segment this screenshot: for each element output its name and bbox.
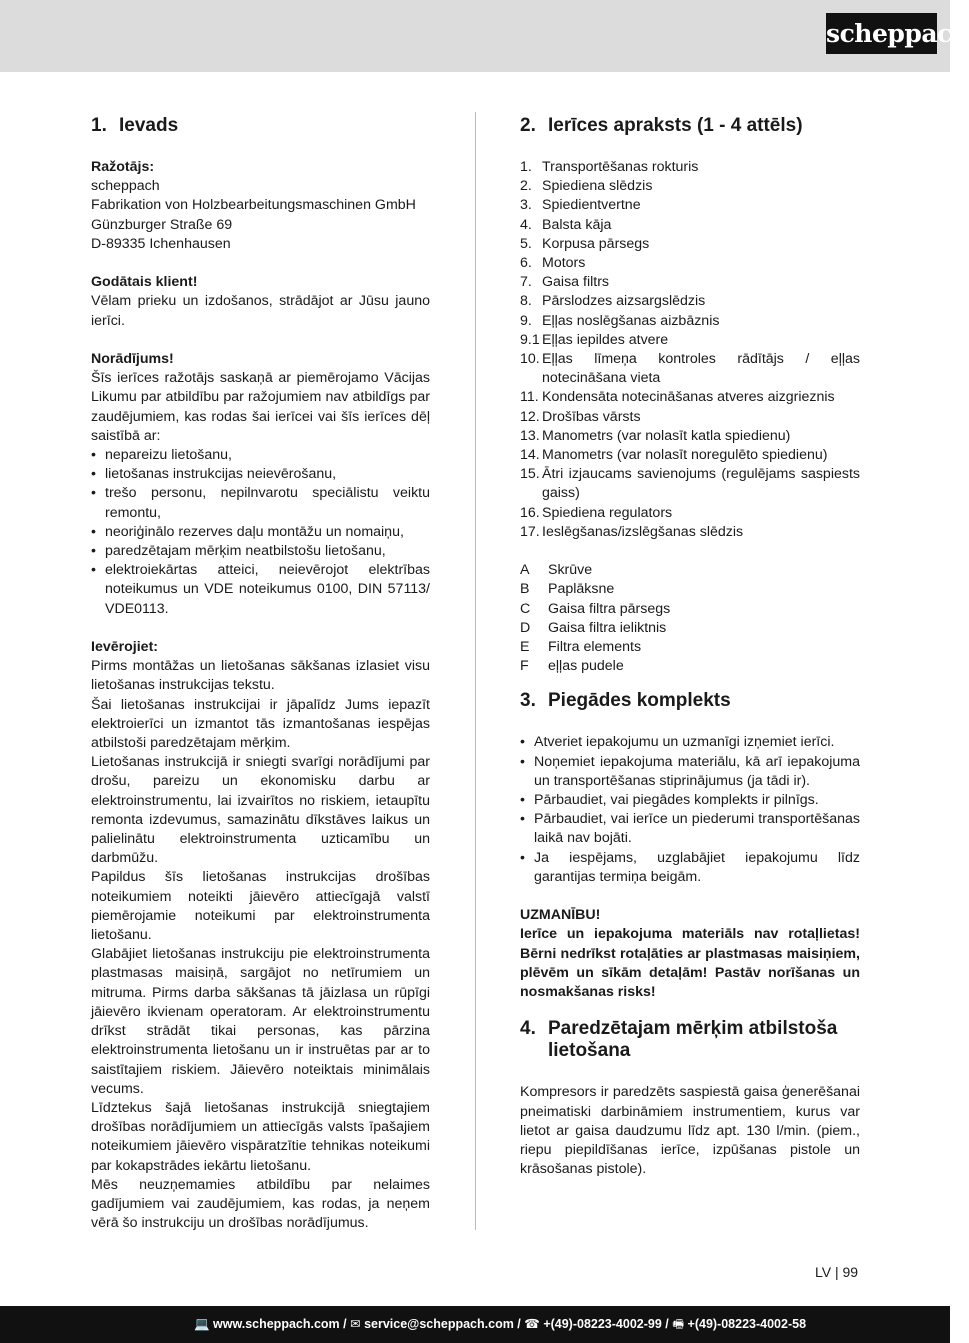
list-item: E Filtra elements xyxy=(520,639,642,656)
fax-icon: 🖷 xyxy=(672,1317,685,1331)
right-column xyxy=(520,115,860,1179)
list-item: 13. Manometrs (var nolasīt katla spiedienu) xyxy=(520,427,791,444)
left-column xyxy=(91,115,430,1233)
manufacturer-line: Fabrikation von Holzbearbeitungsmaschinen GmbH xyxy=(91,197,416,214)
observe-paragraph: Papildus šīs lietošanas instrukcijas drošības noteikumiem noteikti jāievēro attiecīgajā valstī piemērojamie noteikumi par elektroinstrumenta lietošanu. xyxy=(91,869,430,944)
dear-customer-label: Godātais klient! xyxy=(91,274,198,291)
observe-label: Ievērojiet: xyxy=(91,639,159,656)
list-item: • Noņemiet iepakojuma materiālu, kā arī iepakojuma un transportēšanas stiprinājumus (ja tādi ir). xyxy=(520,753,860,791)
column-divider xyxy=(475,112,476,1230)
list-item: 9. Eļļas noslēgšanas aizbāznis xyxy=(520,312,720,329)
list-item: • nepareizu lietošanu, xyxy=(91,446,430,465)
manufacturer-line: Günzburger Straße 69 xyxy=(91,216,233,233)
section-3-heading: 3. Piegādes komplekts xyxy=(520,690,731,712)
list-item: 14. Manometrs (var nolasīt noregulēto spiedienu) xyxy=(520,447,828,464)
list-item: • Pārbaudiet, vai piegādes komplekts ir pilnīgs. xyxy=(520,791,860,810)
footer-bar: 💻 www.scheppach.com / ✉ service@scheppach.com / ☎ +(49)-08223-4002-99 / 🖷 +(49)-08223-4002-58 xyxy=(0,1306,950,1343)
list-item: 10. Eļļas līmeņa kontroles rādītājs / eļļas notecināšana vieta xyxy=(520,351,860,387)
warning-text: Ierīce un iepakojuma materiāls nav rotaļlietas! Bērni nedrīkst rotaļāties ar plastmasas maisiņiem, plēvēm un sīkām detaļām! Pastāv norīšanas un nosmakšanas risks! xyxy=(520,926,860,1001)
footer-phone: +(49)-08223-4002-99 xyxy=(543,1317,662,1331)
list-item: 16. Spiediena regulators xyxy=(520,504,673,521)
note-label: Norādījums! xyxy=(91,351,174,367)
list-item: • Ja iespējams, uzglabājiet iepakojumu līdz garantijas termiņa beigām. xyxy=(520,849,860,887)
manufacturer-line: D-89335 Ichenhausen xyxy=(91,235,231,252)
section-1-heading: 1. Ievads xyxy=(91,115,179,136)
list-item: D Gaisa filtra ieliktnis xyxy=(520,619,667,636)
observe-paragraph: Šai lietošanas instrukcijai ir jāpalīdz Jums iepazīt elektroierīci un izmantot tās izmantošanas iespējas atbilstoši paredzētajam mērķim. xyxy=(91,696,430,752)
list-item: F eļļas pudele xyxy=(520,658,624,675)
list-item: • Atveriet iepakojumu un uzmanīgi izņemiet ierīci. xyxy=(520,733,860,752)
observe-paragraph: Pirms montāžas un lietošanas sākšanas izlasiet visu lietošanas instrukcijas tekstu. xyxy=(91,658,430,694)
list-item: • trešo personu, nepilnvarotu speciālistu veiktu remontu, xyxy=(91,484,430,522)
note-text: Šīs ierīces ražotājs saskaņā ar piemērojamo Vācijas Likumu par atbildību par ražojumiem nav atbildīgs par zaudējumiem, kas rodas šai ierīcei vai šīs ierīces dēļ saistībā ar: xyxy=(91,370,430,444)
list-item: A Skrūve xyxy=(520,562,593,579)
list-item: • Pārbaudiet, vai ierīce un piederumi transportēšanas laikā nav bojāti. xyxy=(520,810,860,848)
list-item: 6. Motors xyxy=(520,255,586,272)
email-icon: ✉ xyxy=(350,1317,361,1331)
dear-customer-text: Vēlam prieku un izdošanos, strādājot ar Jūsu jauno ierīci. xyxy=(91,293,430,329)
list-item: 15. Ātri izjaucams savienojums (regulējams saspiests gaiss) xyxy=(520,466,860,502)
delivery-bullet-list xyxy=(520,733,860,887)
intended-use-text: Kompresors ir paredzēts saspiestā gaisa ģenerēšanai pneimatiski darbināmiem instrumentiem, kurus var lietot ar gaisa daudzumu līdz apt. 130 l/min. (piem., riepu piepildīšanas ierīce, izpūšanas pistole un krāsošanas pistole). xyxy=(520,1084,860,1178)
list-item: 9.1 Eļļas iepildes atvere xyxy=(520,331,669,348)
list-item: 4. Balsta kāja xyxy=(520,216,612,233)
page-number: LV | 99 xyxy=(815,1264,859,1280)
list-item: B Paplāksne xyxy=(520,581,615,598)
computer-icon: 💻 xyxy=(193,1317,210,1331)
note-bullet-list xyxy=(91,446,430,619)
list-item: 5. Korpusa pārsegs xyxy=(520,235,650,252)
observe-paragraph: Glabājiet lietošanas instrukciju pie elektroinstrumenta plastmasas maisiņā, sargājot no netīrumiem un mitruma. Pirms darba sākšanas tā jāizlasa un rūpīgi jāievēro ikvienam operatoram. Ar elektroinstrumentu drīkst strādāt tikai personas, kas pārzina elektroinstrumenta lietošanu un ir instruētas par ar to saistītajiem riskiem. Jāievēro noteiktais minimālais vecums. xyxy=(91,946,430,1097)
list-item: 12. Drošības vārsts xyxy=(520,408,641,425)
list-item: 3. Spiedientvertne xyxy=(520,197,641,214)
footer-email[interactable]: service@scheppach.com xyxy=(364,1317,514,1331)
list-item: 11. Kondensāta notecināšanas atveres aizgrieznis xyxy=(520,389,835,406)
list-item: 17. Ieslēgšanas/izslēgšanas slēdzis xyxy=(520,523,744,540)
list-item: 2. Spiediena slēdzis xyxy=(520,178,653,195)
warning-label: UZMANĪBU! xyxy=(520,907,601,924)
accessory-list xyxy=(520,561,860,676)
observe-paragraph: Līdztekus šajā lietošanas instrukcijā sniegtajiem drošības norādījumiem un attiecīgās valsts īpašajiem noteikumiem jāievēro vispāratzītie tehnikas noteikumi par kokapstrādes iekārtu lietošanu. xyxy=(91,1099,430,1174)
section-4-heading: 4. Paredzētajam mērķim atbilstoša lietošana xyxy=(520,1018,838,1062)
footer-fax: +(49)-08223-4002-58 xyxy=(687,1317,807,1331)
manufacturer-line: scheppach xyxy=(91,178,160,195)
footer-website[interactable]: www.scheppach.com xyxy=(213,1317,340,1331)
phone-icon: ☎ xyxy=(524,1317,540,1331)
list-item: 1. Transportēšanas rokturis xyxy=(520,159,699,175)
section-2-heading: 2. Ierīces apraksts (1 - 4 attēls) xyxy=(520,115,803,136)
list-item: 8. Pārslodzes aizsargslēdzis xyxy=(520,293,706,310)
list-item: • neoriģinālo rezerves daļu montāžu un nomaiņu, xyxy=(91,523,430,542)
list-item: • paredzētajam mērķim neatbilstošu lietošanu, xyxy=(91,542,430,561)
header-bar xyxy=(0,0,969,72)
brand-logo: scheppach xyxy=(826,13,937,54)
list-item: C Gaisa filtra pārsegs xyxy=(520,600,671,617)
list-item: • lietošanas instrukcijas neievērošanu, xyxy=(91,465,430,484)
observe-paragraph: Mēs neuzņemamies atbildību par nelaimes gadījumiem vai zaudējumiem, kas rodas, ja neņem vērā šo instrukciju un drošības norādījumus. xyxy=(91,1176,430,1232)
list-item: 7. Gaisa filtrs xyxy=(520,274,610,291)
manufacturer-label: Ražotājs: xyxy=(91,159,155,175)
list-item: • elektroiekārtas atteici, neievērojot elektrības noteikumus un VDE noteikumus 0100, DIN 57113/ VDE0113. xyxy=(91,561,430,619)
parts-list xyxy=(520,158,860,542)
observe-paragraph: Lietošanas instrukcijā ir sniegti svarīgi norādījumi par drošu, pareizu un ekonomisku darbu ar elektroinstrumentu, lai izvairītos no riskiem, ietaupītu remonta izdevumus, samazinātu dīkstāves laikus un palielinātu elektroinstrumenta uzticamību un darbmūžu. xyxy=(91,754,430,867)
